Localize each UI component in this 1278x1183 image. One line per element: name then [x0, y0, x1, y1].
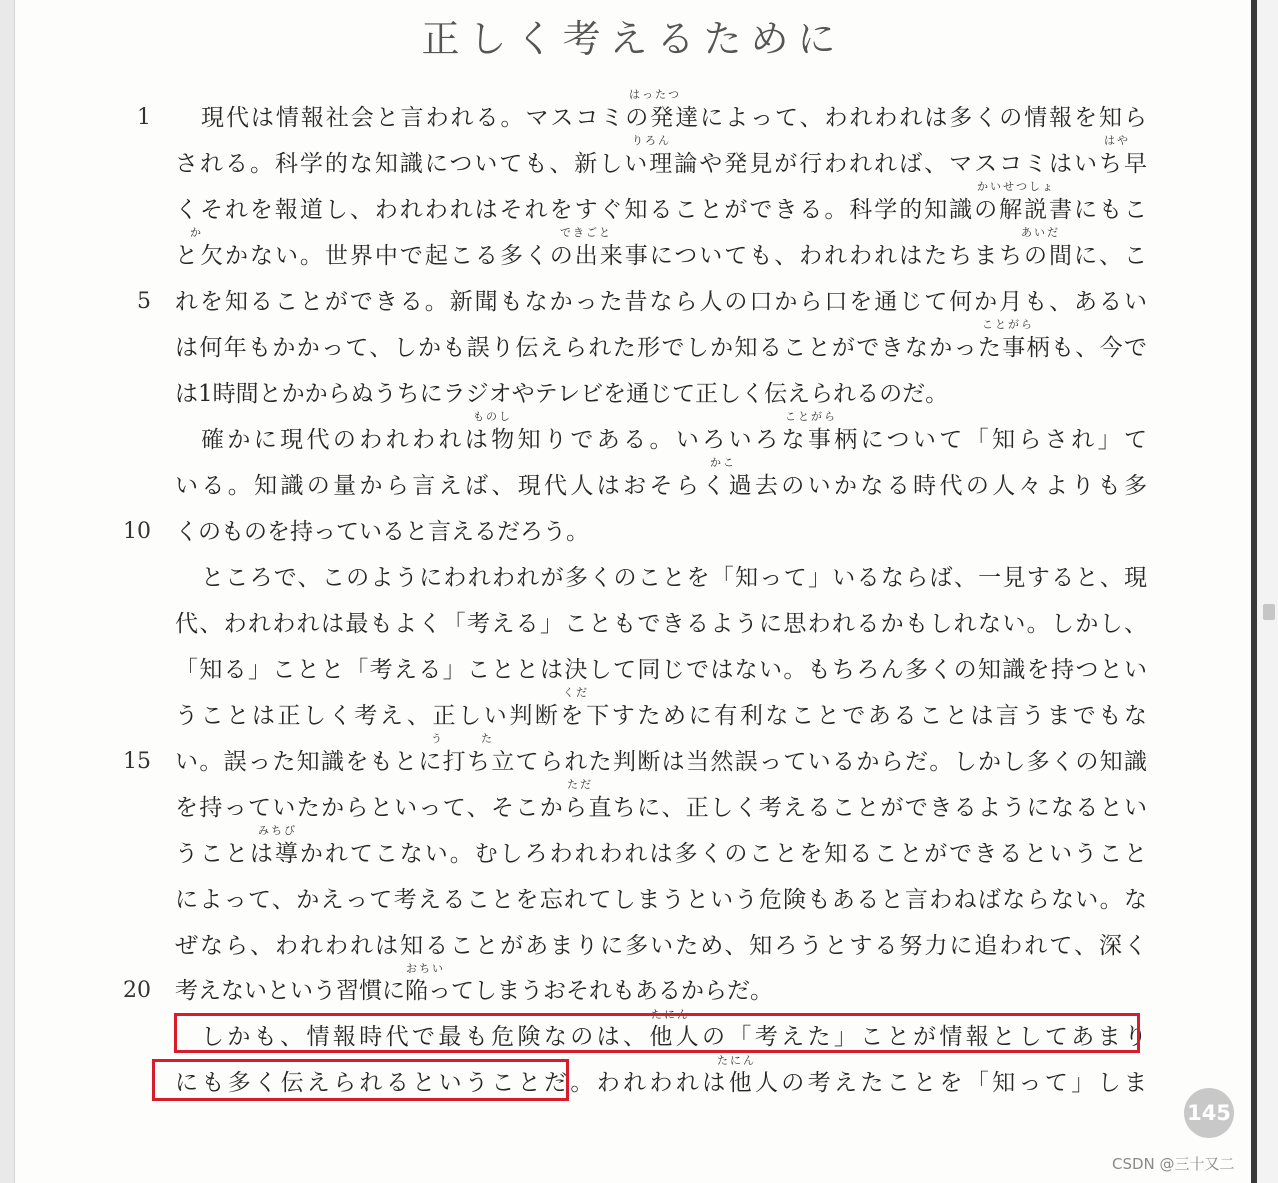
text-line-8: 確かに現代のわれわれは物知りである。いろいろな事柄について「知らされ」て — [201, 427, 1147, 453]
text-line-21: しかも、情報時代で最も危険なのは、他人の「考えた」ことが情報としてあまり — [201, 1024, 1147, 1050]
text-line-6: は何年もかかって、しかも誤り伝えられた形でしか知ることができなかった事柄も、今で — [175, 335, 1147, 361]
text-line-12: 代、われわれは最もよく「考える」こともできるように思われるかもしれない。しかし、 — [175, 611, 1147, 637]
text-line-22: にも多く伝えられるということだ。われわれは他人の考えたことを「知って」しま — [175, 1070, 1147, 1096]
text-line-1: 現代は情報社会と言われる。マスコミの発達によって、われわれは多くの情報を知ら — [201, 105, 1147, 131]
ruby-monoshiri: ものし — [473, 410, 512, 423]
text-line-18: によって、かえって考えることを忘れてしまうという危険もあると言わねばならない。な — [175, 887, 1147, 913]
text-line-9: いる。知識の量から言えば、現代人はおそらく過去のいかなる時代の人々よりも多 — [175, 473, 1147, 499]
text-line-5: れを知ることができる。新聞もなかった昔なら人の口から口を通じて何か月も、あるい — [175, 289, 1147, 315]
vertical-scrollbar[interactable] — [1257, 0, 1278, 1183]
ruby-kako: かこ — [710, 456, 736, 469]
ruby-ka: か — [190, 226, 203, 239]
text-line-17: うことは導かれてこない。むしろわれわれは多くのことを知ることができるということ — [175, 841, 1147, 867]
ruby-kaisetsusho: かいせつしょ — [977, 180, 1055, 193]
text-line-14: うことは正しく考え、正しい判断を下すために有利なことであることは言うまでもな — [175, 703, 1147, 729]
watermark-text: CSDN @三十又二 — [1112, 1155, 1235, 1173]
text-line-2: される。科学的な知識についても、新しい理論や発見が行われれば、マスコミはいち早 — [175, 151, 1147, 177]
line-number-10: 10 — [123, 519, 151, 544]
page-number-badge: 145 — [1184, 1088, 1234, 1138]
ruby-tanin-2: たにん — [717, 1054, 756, 1067]
text-line-15: い。誤った知識をもとに打ち立てられた判断は当然誤っているからだ。しかし多くの知識 — [175, 749, 1147, 775]
ruby-michibi: みちび — [258, 824, 297, 837]
highlight-box-upper — [174, 1013, 1140, 1053]
text-line-16: を持っていたからといって、そこから直ちに、正しく考えることができるようになるとい — [175, 795, 1147, 821]
highlight-box-lower — [152, 1059, 569, 1101]
ruby-riron: りろん — [632, 134, 671, 147]
ruby-u: う — [431, 732, 444, 745]
text-line-20: 考えないという習慣に陥ってしまうおそれもあるからだ。 — [175, 978, 773, 1004]
ruby-tanin-1: たにん — [651, 1008, 690, 1021]
ruby-haya: はや — [1104, 134, 1130, 147]
text-line-4: と欠かない。世界中で起こる多くの出来事についても、われわれはたちまちの間に、こ — [175, 243, 1147, 269]
ruby-tada: ただ — [567, 778, 593, 791]
ruby-dekigoto: できごと — [560, 226, 612, 239]
ruby-ta: た — [481, 732, 494, 745]
page-title: 正しく考えるために — [421, 17, 845, 61]
ruby-kuda: くだ — [563, 686, 589, 699]
text-line-19: ぜなら、われわれは知ることがあまりに多いため、知ろうとする努力に追われて、深く — [175, 933, 1147, 959]
text-line-13: 「知る」ことと「考える」こととは決して同じではない。もちろん多くの知識を持つとい — [175, 657, 1147, 683]
line-number-1: 1 — [137, 105, 151, 130]
text-line-10: くのものを持っていると言えるだろう。 — [175, 519, 589, 545]
line-number-5: 5 — [137, 289, 151, 314]
line-number-20: 20 — [123, 978, 151, 1003]
document-page — [15, 0, 1251, 1183]
text-line-3: くそれを報道し、われわれはそれをすぐ知ることができる。科学的知識の解説書にもこ — [175, 197, 1147, 223]
ruby-aida: あいだ — [1021, 226, 1060, 239]
ruby-kotogara-2: ことがら — [785, 410, 837, 423]
text-line-7: は1時間とかからぬうちにラジオやテレビを通じて正しく伝えられるのだ。 — [175, 381, 949, 407]
viewer-left-margin — [0, 0, 14, 1183]
ruby-hattatsu: はったつ — [629, 88, 681, 101]
line-number-15: 15 — [123, 749, 151, 774]
scrollbar-thumb[interactable] — [1263, 604, 1275, 620]
ruby-kotogara-1: ことがら — [982, 318, 1034, 331]
text-line-11: ところで、このようにわれわれが多くのことを「知って」いるならば、一見すると、現 — [201, 565, 1147, 591]
ruby-ochii: おちい — [406, 962, 445, 975]
